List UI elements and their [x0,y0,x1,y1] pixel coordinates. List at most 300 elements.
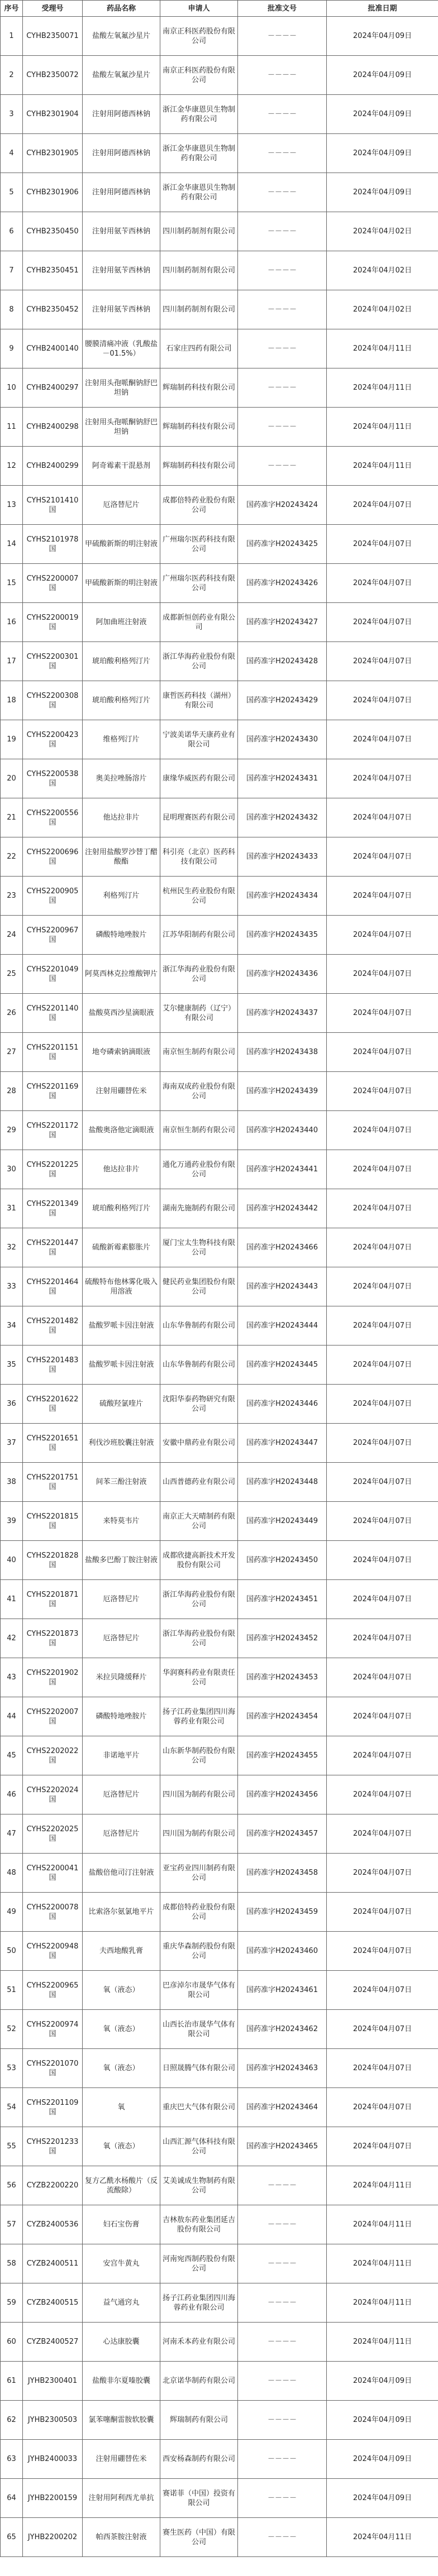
cell-seq: 19 [1,720,23,759]
cell-approval-no: －－－－ [238,2166,327,2205]
cell-approval-no: 国药准字H20243448 [238,1463,327,1502]
cell-applicant: 广州瑞尔医药科技有限公司 [160,525,238,564]
cell-approval-no: 国药准字H20243460 [238,1932,327,1971]
cell-drug-name: 硫酸羟氯喹片 [83,1385,160,1424]
cell-seq: 57 [1,2205,23,2244]
cell-approval-no: －－－－ [238,251,327,290]
table-row [1,1697,438,1736]
cell-approval-date: 2024年04月07日 [327,2127,438,2166]
cell-acceptance-no: CYHS2201172国 [23,1111,83,1150]
table-row [1,486,438,525]
cell-drug-name: 注射用氨苄西林钠 [83,212,160,251]
cell-approval-date: 2024年04月09日 [327,173,438,212]
cell-seq: 27 [1,1033,23,1072]
cell-seq: 50 [1,1932,23,1971]
cell-acceptance-no: CYHS2201464国 [23,1267,83,1306]
table-row [1,1267,438,1306]
cell-approval-no: 国药准字H20243442 [238,1189,327,1228]
cell-drug-name: 地夸磷索钠滴眼液 [83,1033,160,1072]
cell-drug-name: 益气通窍丸 [83,2283,160,2323]
cell-acceptance-no: CYHS2200967国 [23,916,83,955]
cell-approval-no: 国药准字H20243450 [238,1541,327,1580]
header-applicant: 申请人 [160,1,238,17]
cell-drug-name: 来特莫韦片 [83,1502,160,1541]
cell-approval-no: 国药准字H20243435 [238,916,327,955]
cell-approval-date: 2024年04月09日 [327,95,438,134]
cell-drug-name: 注射用阿德西林钠 [83,173,160,212]
cell-seq: 5 [1,173,23,212]
cell-approval-no: 国药准字H20243444 [238,1306,327,1346]
cell-applicant: 康缘华威医药有限公司 [160,759,238,798]
cell-acceptance-no: CYHS2201871国 [23,1580,83,1619]
cell-approval-no: 国药准字H20243427 [238,603,327,642]
cell-approval-date: 2024年04月07日 [327,1658,438,1697]
table-row [1,447,438,486]
cell-drug-name: 硫酸新霉素膨胀片 [83,1228,160,1267]
cell-drug-name: 盐酸左氧氟沙星片 [83,17,160,56]
cell-drug-name: 阿莫西林克拉维酸钾片 [83,955,160,994]
cell-applicant: 科引亮（北京）医药科技有限公司 [160,837,238,877]
cell-acceptance-no: CYHS2201828国 [23,1541,83,1580]
cell-drug-name: 琥珀酸利格列汀片 [83,681,160,720]
cell-applicant: 南京正大天晴制药有限公司 [160,1502,238,1541]
cell-drug-name: 腰膜清痛冲液（乳酸盐－01.5%） [83,329,160,368]
cell-seq: 16 [1,603,23,642]
cell-applicant: 四川制药制剂有限公司 [160,251,238,290]
table-row [1,95,438,134]
cell-approval-date: 2024年04月07日 [327,1189,438,1228]
cell-applicant: 重庆华森制药股份有限公司 [160,1932,238,1971]
cell-applicant: 成都欣捷高新技术开发股份有限公司 [160,1541,238,1580]
cell-approval-no: 国药准字H20243452 [238,1619,327,1658]
cell-approval-no: 国药准字H20243466 [238,1228,327,1267]
cell-seq: 56 [1,2166,23,2205]
table-row [1,2244,438,2283]
cell-acceptance-no: CYHB2350452 [23,290,83,329]
cell-drug-name: 利伐沙班胶囊注射液 [83,1424,160,1463]
cell-applicant: 成都倍特药业股份有限公司 [160,1893,238,1932]
cell-acceptance-no: CYHS2202024国 [23,1775,83,1814]
cell-drug-name: 氧（液态） [83,2010,160,2049]
table-row [1,2205,438,2244]
cell-drug-name: 注射用氨苄西林钠 [83,251,160,290]
cell-acceptance-no: CYHS2201109国 [23,2088,83,2127]
cell-approval-no: －－－－ [238,2440,327,2479]
cell-seq: 24 [1,916,23,955]
cell-applicant: 浙江华海药业股份有限公司 [160,1619,238,1658]
cell-acceptance-no: CYHS2200905国 [23,877,83,916]
cell-drug-name: 氧（液态） [83,1971,160,2010]
cell-acceptance-no: CYHS2201049国 [23,955,83,994]
cell-drug-name: 甲硫酸新斯的明注射液 [83,525,160,564]
cell-applicant: 辉瑞制药科技有限公司 [160,368,238,408]
cell-approval-no: －－－－ [238,2401,327,2440]
cell-applicant: 海南双成药业股份有限公司 [160,1072,238,1111]
cell-approval-date: 2024年04月07日 [327,1346,438,1385]
cell-approval-no: －－－－ [238,2205,327,2244]
cell-approval-date: 2024年04月07日 [327,720,438,759]
cell-drug-name: 注射用头孢哌酮钠舒巴坦钠 [83,368,160,408]
table-row [1,1111,438,1150]
cell-acceptance-no: JYHB2300503 [23,2401,83,2440]
cell-drug-name: 注射用硼替佐米 [83,2440,160,2479]
cell-acceptance-no: CYHS2201140国 [23,994,83,1033]
cell-approval-date: 2024年04月07日 [327,955,438,994]
cell-acceptance-no: CYZB2400515 [23,2283,83,2323]
cell-seq: 53 [1,2049,23,2088]
table-row [1,837,438,877]
cell-approval-date: 2024年04月11日 [327,447,438,486]
table-row [1,1541,438,1580]
table-row [1,368,438,408]
cell-acceptance-no: CYHS2202007国 [23,1697,83,1736]
cell-approval-no: －－－－ [238,95,327,134]
cell-approval-date: 2024年04月11日 [327,2283,438,2323]
cell-applicant: 河南禾本药业有限公司 [160,2323,238,2362]
table-row [1,1346,438,1385]
cell-approval-no: 国药准字H20243437 [238,994,327,1033]
cell-seq: 18 [1,681,23,720]
cell-drug-name: 非诺地平片 [83,1736,160,1775]
table-row [1,681,438,720]
table-row [1,1424,438,1463]
cell-drug-name: 他达拉非片 [83,798,160,837]
cell-approval-date: 2024年04月07日 [327,1814,438,1854]
cell-approval-date: 2024年04月07日 [327,837,438,877]
cell-approval-date: 2024年04月07日 [327,1072,438,1111]
cell-applicant: 巴彦淖尔市晟华气体有限公司 [160,1971,238,2010]
cell-seq: 20 [1,759,23,798]
cell-applicant: 山西长治市晟华气体有限公司 [160,2010,238,2049]
table-row [1,1893,438,1932]
table-row [1,603,438,642]
cell-applicant: 扬子江药业集团四川海蓉药业有限公司 [160,2283,238,2323]
cell-applicant: 北京诺华制药有限公司 [160,2362,238,2401]
cell-approval-no: 国药准字H20243424 [238,486,327,525]
table-row [1,955,438,994]
table-row [1,2323,438,2362]
table-row [1,1306,438,1346]
cell-seq: 35 [1,1346,23,1385]
cell-seq: 39 [1,1502,23,1541]
table-row [1,1971,438,2010]
cell-approval-no: 国药准字H20243436 [238,955,327,994]
cell-approval-no: 国药准字H20243426 [238,564,327,603]
table-row [1,2049,438,2088]
cell-approval-date: 2024年04月07日 [327,1697,438,1736]
table-row [1,134,438,173]
cell-seq: 58 [1,2244,23,2283]
cell-drug-name: 注射用硼替佐米 [83,1072,160,1111]
cell-approval-date: 2024年04月07日 [327,1502,438,1541]
cell-acceptance-no: CYHS2201447国 [23,1228,83,1267]
cell-approval-date: 2024年04月07日 [327,1736,438,1775]
cell-approval-no: 国药准字H20243456 [238,1775,327,1814]
cell-applicant: 成都倍特药业股份有限公司 [160,486,238,525]
cell-applicant: 山西普德药业有限公司 [160,1463,238,1502]
cell-acceptance-no: CYHB2400299 [23,447,83,486]
cell-approval-no: 国药准字H20243451 [238,1580,327,1619]
cell-approval-no: －－－－ [238,329,327,368]
cell-drug-name: 盐酸多巴酚丁胺注射液 [83,1541,160,1580]
cell-approval-date: 2024年04月07日 [327,1619,438,1658]
cell-approval-date: 2024年04月07日 [327,1932,438,1971]
cell-approval-no: 国药准字H20243455 [238,1736,327,1775]
cell-approval-no: －－－－ [238,290,327,329]
cell-seq: 29 [1,1111,23,1150]
cell-seq: 13 [1,486,23,525]
cell-approval-no: 国药准字H20243431 [238,759,327,798]
cell-acceptance-no: CYHS2200041国 [23,1854,83,1893]
cell-seq: 54 [1,2088,23,2127]
cell-approval-date: 2024年04月11日 [327,408,438,447]
cell-drug-name: 盐酸倍他司汀注射液 [83,1854,160,1893]
cell-approval-date: 2024年04月09日 [327,17,438,56]
table-row [1,2401,438,2440]
table-row [1,1619,438,1658]
cell-approval-no: －－－－ [238,173,327,212]
cell-approval-no: 国药准字H20243458 [238,1854,327,1893]
cell-approval-date: 2024年04月07日 [327,1463,438,1502]
cell-acceptance-no: CYHS2200974国 [23,2010,83,2049]
table-row [1,2127,438,2166]
table-row [1,212,438,251]
cell-acceptance-no: CYHS2201225国 [23,1150,83,1189]
table-row [1,642,438,681]
cell-acceptance-no: CYHS2201151国 [23,1033,83,1072]
cell-seq: 48 [1,1854,23,1893]
cell-acceptance-no: CYHS2200423国 [23,720,83,759]
cell-applicant: 沈阳华泰药物研究有限公司 [160,1385,238,1424]
cell-drug-name: 盐酸左氧氟沙星片 [83,56,160,95]
cell-seq: 47 [1,1814,23,1854]
cell-approval-date: 2024年04月07日 [327,1385,438,1424]
cell-approval-date: 2024年04月02日 [327,290,438,329]
cell-seq: 28 [1,1072,23,1111]
cell-seq: 8 [1,290,23,329]
cell-drug-name: 注射用阿德西林钠 [83,134,160,173]
cell-drug-name: 盐酸罗哌卡因注射液 [83,1306,160,1346]
cell-approval-date: 2024年04月07日 [327,1111,438,1150]
header-acceptance-no: 受理号 [23,1,83,17]
cell-drug-name: 磷酸特地唑胺片 [83,916,160,955]
cell-approval-date: 2024年04月09日 [327,134,438,173]
table-row [1,1854,438,1893]
cell-drug-name: 注射用阿利西尤单抗 [83,2479,160,2518]
table-row [1,994,438,1033]
cell-acceptance-no: CYHS2200301国 [23,642,83,681]
cell-drug-name: 厄洛替尼片 [83,1814,160,1854]
cell-seq: 30 [1,1150,23,1189]
cell-seq: 23 [1,877,23,916]
cell-acceptance-no: CYHS2200965国 [23,1971,83,2010]
table-row [1,1502,438,1541]
cell-drug-name: 注射用氨苄西林钠 [83,290,160,329]
cell-drug-name: 维格列汀片 [83,720,160,759]
cell-acceptance-no: JYHB2300401 [23,2362,83,2401]
cell-seq: 40 [1,1541,23,1580]
cell-seq: 25 [1,955,23,994]
cell-applicant: 辉瑞制药科技有限公司 [160,408,238,447]
cell-applicant: 杭州民生药业股份有限公司 [160,877,238,916]
table-row [1,56,438,95]
cell-applicant: 四川国为制药有限公司 [160,1814,238,1854]
table-row [1,2283,438,2323]
table-row [1,1072,438,1111]
table-header-row [1,1,438,17]
cell-applicant: 四川制药制剂有限公司 [160,290,238,329]
cell-approval-no: －－－－ [238,368,327,408]
cell-acceptance-no: CYHS2201651国 [23,1424,83,1463]
cell-approval-date: 2024年04月07日 [327,681,438,720]
cell-seq: 45 [1,1736,23,1775]
table-row [1,2479,438,2518]
cell-drug-name: 盐酸奥洛他定滴眼液 [83,1111,160,1150]
cell-applicant: 昆明理赛医药有限公司 [160,798,238,837]
table-row [1,251,438,290]
cell-approval-no: 国药准字H20243457 [238,1814,327,1854]
cell-approval-no: 国药准字H20243459 [238,1893,327,1932]
cell-approval-date: 2024年04月07日 [327,1971,438,2010]
table-row [1,916,438,955]
cell-applicant: 重庆巴大气体有限公司 [160,2088,238,2127]
cell-acceptance-no: CYHS2200019国 [23,603,83,642]
table-row [1,2440,438,2479]
header-approval-no: 批准文号 [238,1,327,17]
header-seq: 序号 [1,1,23,17]
table-row [1,1150,438,1189]
cell-seq: 32 [1,1228,23,1267]
table-body [1,17,438,2557]
cell-approval-date: 2024年04月07日 [327,1424,438,1463]
cell-drug-name: 琥珀酸利格列汀片 [83,1189,160,1228]
table-row [1,1189,438,1228]
cell-drug-name: 帕西茶胺注射液 [83,2518,160,2557]
cell-seq: 7 [1,251,23,290]
cell-applicant: 日照晟腾气体有限公司 [160,2049,238,2088]
cell-applicant: 扬子江药业集团四川海蓉药业有限公司 [160,1697,238,1736]
cell-approval-no: 国药准字H20243439 [238,1072,327,1111]
cell-approval-no: 国药准字H20243432 [238,798,327,837]
cell-drug-name: 利格列汀片 [83,877,160,916]
cell-drug-name: 阿加曲班注射液 [83,603,160,642]
cell-seq: 3 [1,95,23,134]
cell-seq: 38 [1,1463,23,1502]
cell-seq: 4 [1,134,23,173]
cell-acceptance-no: CYHB2301906 [23,173,83,212]
table-row [1,877,438,916]
cell-applicant: 赛生医药（中国）有限公司 [160,2518,238,2557]
cell-applicant: 四川制药制剂有限公司 [160,212,238,251]
cell-approval-date: 2024年04月07日 [327,759,438,798]
cell-seq: 46 [1,1775,23,1814]
cell-approval-no: －－－－ [238,212,327,251]
cell-applicant: 湖南先施制药有限公司 [160,1189,238,1228]
cell-applicant: 辉瑞制药科技有限公司 [160,447,238,486]
cell-approval-date: 2024年04月07日 [327,1033,438,1072]
cell-drug-name: 厄洛替尼片 [83,486,160,525]
cell-approval-date: 2024年04月07日 [327,2049,438,2088]
cell-drug-name: 安宫牛黄丸 [83,2244,160,2283]
cell-acceptance-no: JYHB2200202 [23,2518,83,2557]
cell-approval-date: 2024年04月07日 [327,1854,438,1893]
cell-approval-date: 2024年04月07日 [327,1228,438,1267]
cell-applicant: 广州瑞尔医药科技有限公司 [160,564,238,603]
cell-seq: 2 [1,56,23,95]
cell-approval-no: 国药准字H20243446 [238,1385,327,1424]
table-row [1,1580,438,1619]
cell-approval-date: 2024年04月07日 [327,2088,438,2127]
table-row [1,2362,438,2401]
cell-acceptance-no: CYHS2201751国 [23,1463,83,1502]
cell-drug-name: 阿奇霉素干混悬剂 [83,447,160,486]
cell-drug-name: 氧（液态） [83,2127,160,2166]
cell-approval-date: 2024年04月02日 [327,212,438,251]
cell-seq: 1 [1,17,23,56]
cell-seq: 10 [1,368,23,408]
cell-approval-date: 2024年04月07日 [327,1267,438,1306]
cell-drug-name: 注射用盐酸罗沙替丁醋酸酯 [83,837,160,877]
cell-applicant: 南京恒生制药有限公司 [160,1033,238,1072]
cell-approval-no: 国药准字H20243449 [238,1502,327,1541]
cell-seq: 34 [1,1306,23,1346]
cell-applicant: 浙江金华康恩贝生物制药有限公司 [160,95,238,134]
cell-acceptance-no: CYHB2350072 [23,56,83,95]
table-row [1,2010,438,2049]
header-approval-date: 批准日期 [327,1,438,17]
cell-applicant: 安徽中鼎药业有限公司 [160,1424,238,1463]
cell-approval-date: 2024年04月11日 [327,2205,438,2244]
cell-drug-name: 比索洛尔氨氯地平片 [83,1893,160,1932]
cell-drug-name: 盐酸莫西沙星滴眼液 [83,994,160,1033]
cell-drug-name: 磷酸特地唑胺片 [83,1697,160,1736]
cell-approval-no: 国药准字H20243430 [238,720,327,759]
cell-approval-no: 国药准字H20243429 [238,681,327,720]
cell-applicant: 山东新华制药股份有限公司 [160,1736,238,1775]
table-row [1,1228,438,1267]
cell-applicant: 健民药业集团股份有限公司 [160,1267,238,1306]
cell-acceptance-no: CYHB2400140 [23,329,83,368]
table-row [1,1033,438,1072]
cell-approval-date: 2024年04月11日 [327,329,438,368]
cell-applicant: 西安杨森制药有限公司 [160,2440,238,2479]
cell-seq: 26 [1,994,23,1033]
cell-approval-date: 2024年04月07日 [327,798,438,837]
table-row [1,525,438,564]
cell-approval-date: 2024年04月07日 [327,2010,438,2049]
cell-approval-no: 国药准字H20243447 [238,1424,327,1463]
table-row [1,329,438,368]
cell-approval-no: －－－－ [238,2283,327,2323]
header-drug-name: 药品名称 [83,1,160,17]
cell-approval-date: 2024年04月07日 [327,564,438,603]
table-row [1,2088,438,2127]
cell-applicant: 四川国为制药有限公司 [160,1775,238,1814]
cell-applicant: 石家庄四药有限公司 [160,329,238,368]
cell-seq: 43 [1,1658,23,1697]
cell-approval-no: 国药准字H20243462 [238,2010,327,2049]
cell-approval-date: 2024年04月07日 [327,642,438,681]
cell-applicant: 赛诺菲（中国）投资有限公司 [160,2479,238,2518]
cell-approval-no: －－－－ [238,2362,327,2401]
cell-approval-date: 2024年04月07日 [327,603,438,642]
cell-seq: 9 [1,329,23,368]
cell-applicant: 辉瑞制药有限公司 [160,2401,238,2440]
cell-approval-no: 国药准字H20243445 [238,1346,327,1385]
table-row [1,759,438,798]
cell-drug-name: 注射用头孢哌酮钠舒巴坦钠 [83,408,160,447]
cell-seq: 59 [1,2283,23,2323]
